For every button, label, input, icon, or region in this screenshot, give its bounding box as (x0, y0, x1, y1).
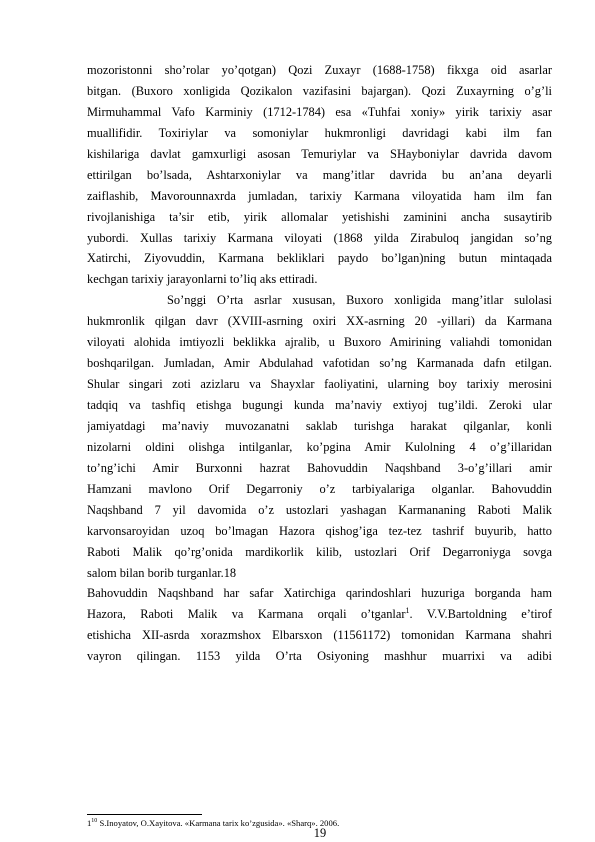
line-text: . V.V.Bartoldning e’tirof (409, 607, 552, 622)
body-line: Hamzani mavlono Orif Degarroniy o’z tarbiyalariga olganlar. Bahovuddin (87, 481, 552, 496)
footnote-reference[interactable]: 1 (405, 606, 410, 616)
body-line: nizolarni oldini olishga intilganlar, ko’pgina Amir Kulolning 4 o’g’illaridan (87, 439, 552, 454)
paragraph-end-line: kechgan tarixiy jarayonlarni to’liq aks ettiradi. (87, 272, 318, 287)
body-line: jamiyatdagi ma’naviy muvozanatni saklab turishga harakat qilganlar, konli (87, 418, 552, 433)
body-line: to’ng’ichi Amir Burxonni hazrat Bahovuddin Naqshband 3-o’g’illari amir (87, 460, 552, 475)
body-line: tadqiq va tashfiq etishga bugungi kunda ma’naviy extiyoj tug’ildi. Zeroki ular (87, 398, 552, 412)
page-number: 19 (313, 826, 327, 840)
footnote-separator (87, 814, 202, 815)
body-line: bitgan. (Buxoro xonligida Qozikalon vazifasini bajargan). Qozi Zuxayrning o’g’li (87, 83, 552, 98)
body-line: muallifidir. Toxiriylar va somoniylar hukmronligi davridagi kabi ilm fan (87, 125, 552, 140)
body-line: zaiflashib, Mavorounnaxrda jumladan, tarixiy Karmana viloyatida ham ilm fan (87, 188, 552, 203)
body-line: etishicha XII-asrda xorazmshox Elbarsxon (11561172) tomonidan Karmana shahri (87, 628, 552, 643)
body-line: boshqarilgan. Jumladan, Amir Abdulahad vafotidan so’ng Karmanada dafn etilgan. (87, 356, 552, 371)
body-line: Naqshband 7 yil davomida o’z ustozlari yashagan Karmananing Raboti Malik (87, 502, 552, 517)
body-line: ettirilgan bo’lsada, Ashtarxoniylar va mang’itlar davrida bu an’ana deyarli (87, 167, 552, 182)
body-line: Xatirchi, Ziyovuddin, Karmana bekliklari paydo bo’lgan)ning butun mintaqada (87, 251, 552, 266)
body-line-with-footnote-ref (87, 604, 552, 625)
line-text: Hazora, Raboti Malik va Karmana orqali o’tganlar (87, 607, 406, 622)
paragraph-end-line: salom bilan borib turganlar.18 (87, 565, 237, 580)
body-line: hukmronlik qilgan davr (XVIII-asrning oxiri XX-asrning 20 -yillari) da Karmana (87, 314, 552, 329)
body-line: yubordi. Xullas tarixiy Karmana viloyati (1868 yilda Zirabuloq jangidan so’ng (87, 230, 552, 245)
body-line: vayron qilingan. 1153 yilda O’rta Osiyoning mashhur muarrixi va adibi (87, 649, 552, 664)
footnote-ref-number: 10 (91, 818, 98, 825)
paragraph-first-line: So’nggi O’rta asrlar xususan, Buxoro xonligida mang’itlar sulolasi (167, 293, 552, 308)
footnote-text: S.Inoyatov, O.Xayitova. «Karmana tarix ko’zgusida». «Sharq». 2006. (97, 818, 340, 828)
body-line: mozoristonni sho’rolar yo’qotgan) Qozi Zuxayr (1688-1758) fikxga oid asarlar (87, 63, 552, 77)
body-line: rivojlanishiga ta’sir etib, yirik allomalar yetishishi zaminini ancha susaytirib (87, 209, 552, 224)
footnote-number: 1 (87, 818, 92, 828)
body-line: Mirmuhammal Vafo Karminiy (1712-1784) esa «Tuhfai xoniy» yirik tarixiy asar (87, 104, 552, 119)
document-body (87, 60, 552, 667)
body-line: kishilariga davlat gamxurligi asosan Temuriylar va SHayboniylar davrida davom (87, 146, 552, 161)
body-line: Shular singari zoti azizlaru va Shayxlar faoliyatini, ularning boy tarixiy merosini (87, 377, 552, 392)
body-line: viloyati alohida imtiyozli beklikka ajralib, u Buxoro Amirining valiahdi tomonidan (87, 335, 552, 350)
body-line: Raboti Malik qo’rg’onida mardikorlik kilib, ustozlari Orif Degarroniyga sovga (87, 544, 552, 559)
body-line: karvonsaroyidan uzoq bo’lmagan Hazora qishog’iga tez-tez tashrif buyurib, hatto (87, 523, 552, 538)
body-line: Bahovuddin Naqshband har safar Xatirchiga qarindoshlari huzuriga borganda ham (87, 586, 552, 601)
